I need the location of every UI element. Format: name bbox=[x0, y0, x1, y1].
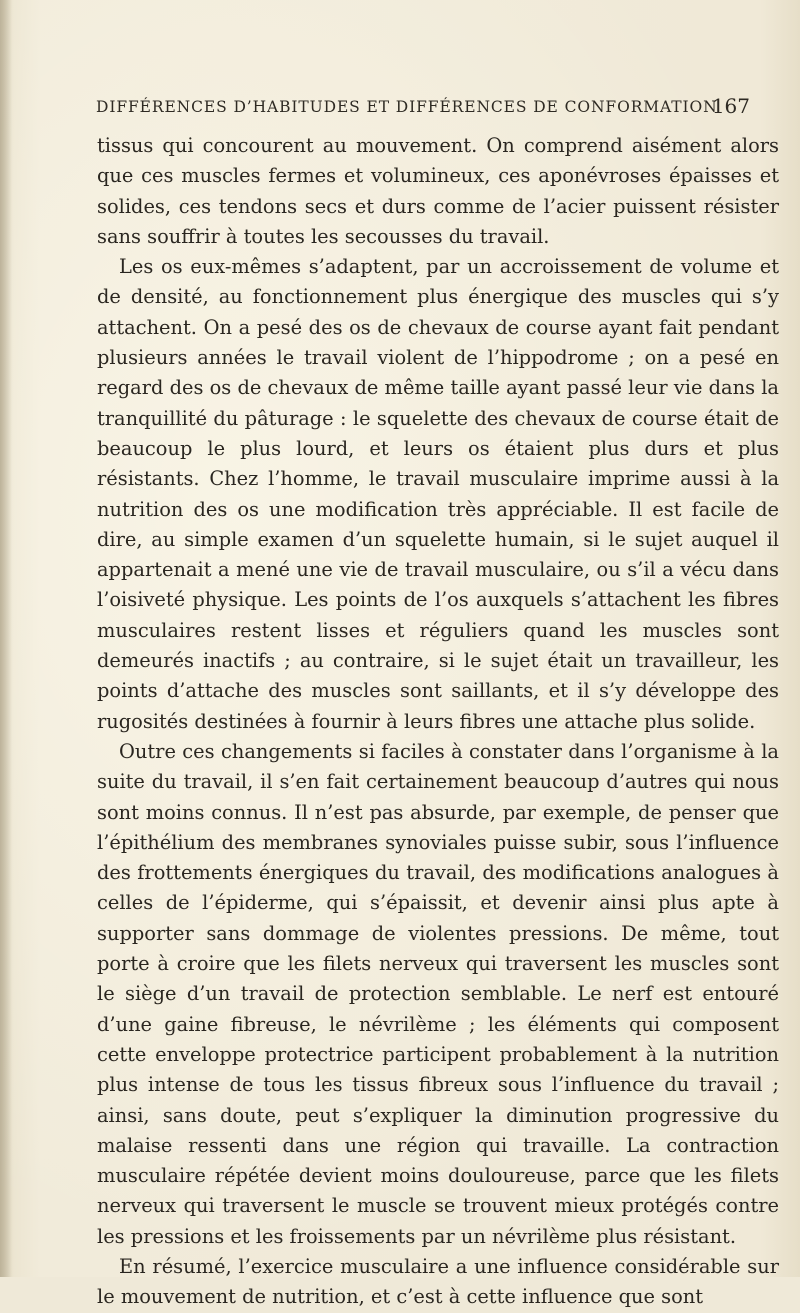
page-number: 167 bbox=[711, 94, 750, 118]
paragraph: Outre ces changements si faciles à constater dans l’organisme à la suite du travail, il s’en fait certainement beaucoup d’autres qui nous sont moins connus. Il n’est pas absurde, par exemple, de penser que l’épithélium des membranes synoviales puisse subir, sous l’influence des frottements énergiques du travail, des modifications analogues à celles de l’épiderme, qui s’épaissit, et devenir ainsi plus apte à supporter sans dommage de violentes pressions. De même, tout porte à croire que les filets nerveux qui traversent les muscles sont le siège d’un travail de protection semblable. Le nerf est entouré d’une gaine fibreuse, le névrilème ; les éléments qui composent cette enveloppe protectrice participent probablement à la nutrition plus intense de tous les tissus fibreux sous l’influence du travail ; ainsi, sans doute, peut s’expliquer la diminution progressive du malaise ressenti dans une région qui travaille. La contraction musculaire répétée devient moins douloureuse, parce que les filets nerveux qui traversent le muscle se trouvent mieux protégés contre les pressions et les froissements par un névrilème plus résistant. bbox=[97, 739, 779, 1248]
paragraph: tissus qui concourent au mouvement. On comprend aisément alors que ces muscles fermes et volumineux, ces aponévroses épaisses et solides, ces tendons secs et durs comme de l’acier puissent résister sans souffrir à toutes les secousses du travail. bbox=[97, 134, 779, 248]
running-head: DIFFÉRENCES D’HABITUDES ET DIFFÉRENCES DE CONFORMATION bbox=[96, 98, 718, 116]
page-binding-shadow bbox=[0, 0, 12, 1277]
body-text bbox=[97, 131, 779, 1313]
paragraph: En résumé, l’exercice musculaire a une influence considérable sur le mouvement de nutrition, et c’est à cette influence que sont bbox=[97, 1254, 779, 1309]
paragraph: Les os eux-mêmes s’adaptent, par un accroissement de volume et de densité, au fonctionnement plus énergique des muscles qui s’y attachent. On a pesé des os de chevaux de course ayant fait pendant plusieurs années le travail violent de l’hippodrome ; on a pesé en regard des os de chevaux de même taille ayant passé leur vie dans la tranquillité du pâturage : le squelette des chevaux de course était de beaucoup le plus lourd, et leurs os étaient plus durs et plus résistants. Chez l’homme, le travail musculaire imprime aussi à la nutrition des os une modification très appréciable. Il est facile de dire, au simple examen d’un squelette humain, si le sujet auquel il appartenait a mené une vie de travail musculaire, ou s’il a vécu dans l’oisiveté physique. Les points de l’os auxquels s’attachent les fibres musculaires restent lisses et réguliers quand les muscles sont demeurés inactifs ; au contraire, si le sujet était un travailleur, les points d’attache des muscles sont saillants, et il s’y développe des rugosités destinées à fournir à leurs fibres une attache plus solide. bbox=[97, 255, 779, 733]
page-header bbox=[96, 94, 776, 120]
